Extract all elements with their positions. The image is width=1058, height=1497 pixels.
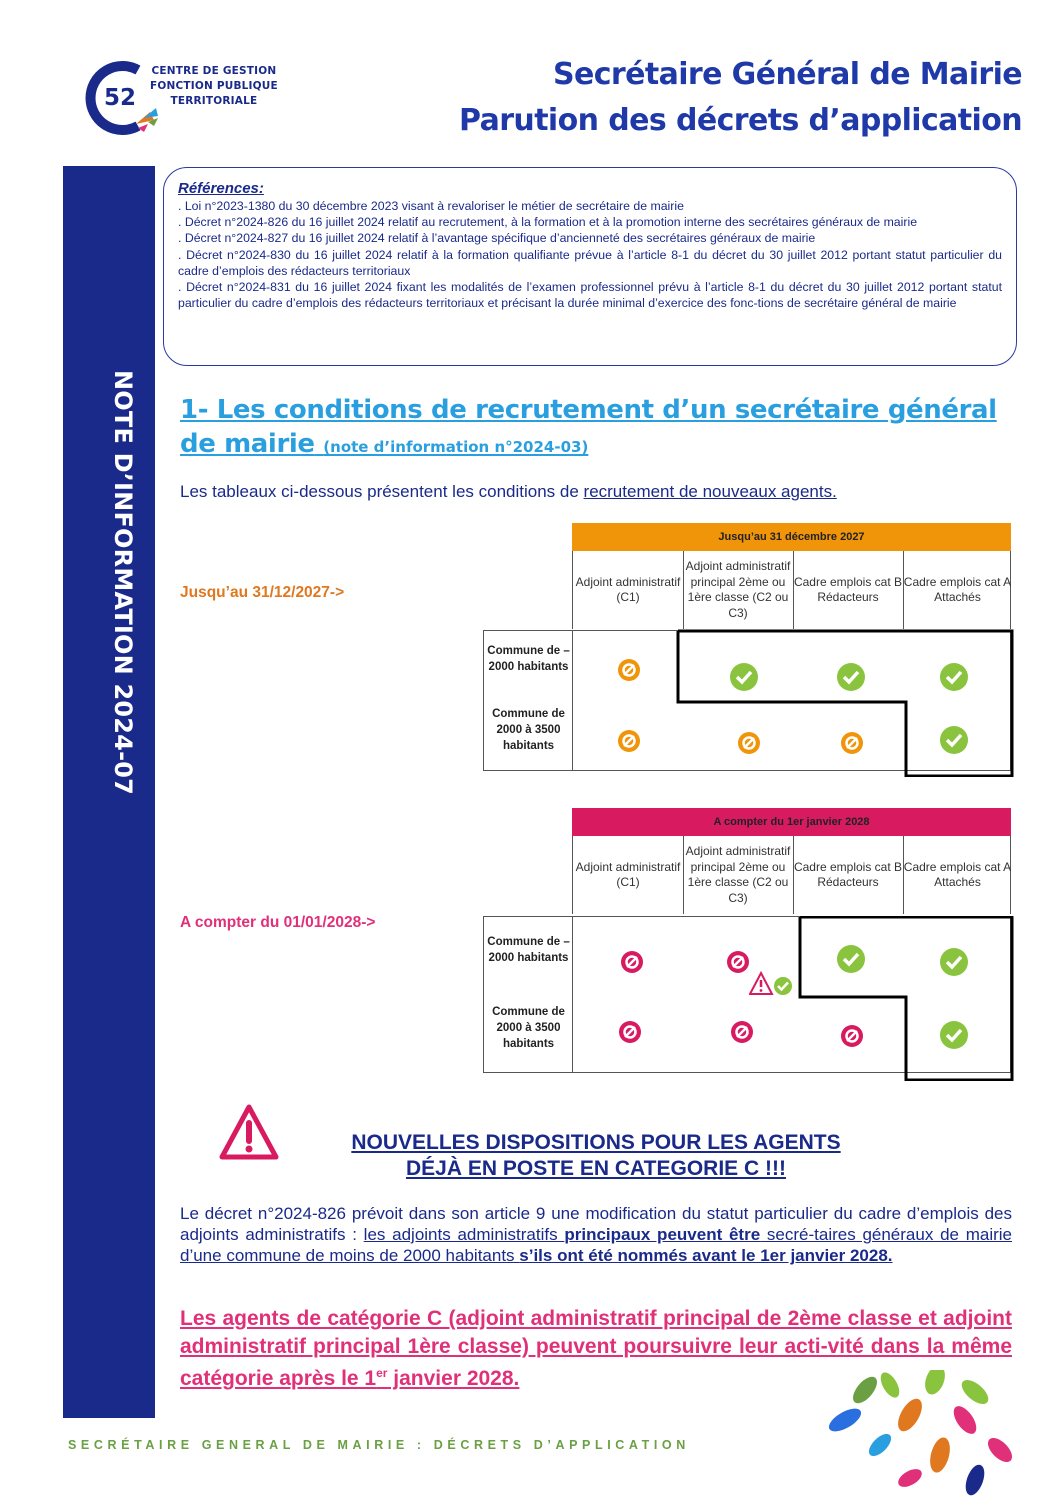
decree-bold: s’ils ont été nommés avant le 1er janvier 2028. xyxy=(519,1246,893,1265)
references-title: Références: xyxy=(178,180,264,197)
eligible-check-icon xyxy=(836,944,866,974)
pink-text-end: janvier 2028. xyxy=(387,1367,520,1390)
references-box xyxy=(163,167,1017,366)
title-line-2: Parution des décrets d’application xyxy=(459,103,1022,138)
divider xyxy=(683,836,684,914)
table-1-columns xyxy=(572,551,1011,629)
section-1-title xyxy=(180,393,1012,464)
reference-line: . Décret n°2024-831 du 16 juillet 2024 fixant les modalités de l’examen professionnel prévu à l’article 8-1 du décret du 30 juillet 2012 portant statut particulier du cadre d’emplois des rédacteurs territoriaux et précisant la durée minimal d’exercice des fonc-tions de secrétaire général de mairie xyxy=(178,280,1002,311)
reference-line: . Décret n°2024-827 du 16 juillet 2024 relatif à l’avantage spécifique d’ancienneté des secrétaires généraux de mairie xyxy=(178,231,816,246)
column-header: Cadre emplois cat A Attachés xyxy=(903,859,1012,889)
ineligible-icon xyxy=(734,728,764,758)
section-1-heading: 1- Les conditions de recrutement d’un secrétaire général de mairie xyxy=(180,395,997,459)
decree-text: Le décret n°2024-826 prévoit dans son article 9 une modification du statut particulier du cadre d’emplois des adjoints administratifs : xyxy=(180,1204,1012,1244)
decorative-leaves-icon xyxy=(790,1370,1058,1497)
logo-line: TERRITORIALE xyxy=(170,95,258,107)
footer-text: SECRÉTAIRE GENERAL DE MAIRIE : DÉCRETS D’APPLICATION xyxy=(68,1438,690,1452)
cdg52-logo xyxy=(78,58,298,138)
warning-check-icon xyxy=(749,970,797,998)
column-header: Cadre emplois cat B Rédacteurs xyxy=(793,859,903,889)
divider xyxy=(903,551,904,629)
row-label: Commune de 2000 à 3500 habitants xyxy=(492,1006,565,1050)
column-header: Cadre emplois cat B Rédacteurs xyxy=(793,574,903,604)
ineligible-icon xyxy=(614,726,644,756)
new-provisions-title xyxy=(290,1130,902,1182)
eligible-check-icon xyxy=(939,1020,969,1050)
logo-number: 52 xyxy=(104,85,137,111)
logo-text xyxy=(150,64,278,109)
warning-line-1: NOUVELLES DISPOSITIONS POUR LES AGENTS xyxy=(351,1131,841,1154)
table-1-side-label: Jusqu’au 31/12/2027-> xyxy=(180,584,345,601)
decree-bold: principaux peuvent être xyxy=(564,1225,761,1244)
column-header: Adjoint administratif (C1) xyxy=(575,859,681,889)
ineligible-icon xyxy=(617,947,647,977)
page-title xyxy=(459,52,1022,144)
table-1-body xyxy=(483,630,1011,771)
recruitment-table-2027 xyxy=(483,523,1011,776)
section-1-intro xyxy=(180,482,837,502)
recruitment-table-2028 xyxy=(483,808,1011,1076)
warning-triangle-icon xyxy=(218,1103,280,1161)
eligible-check-icon xyxy=(939,662,969,692)
intro-link: recrutement de nouveaux agents. xyxy=(583,482,837,501)
eligible-check-icon xyxy=(729,662,759,692)
divider xyxy=(793,551,794,629)
logo-line: FONCTION PUBLIQUE xyxy=(150,80,278,92)
reference-line: . Décret n°2024-830 du 16 juillet 2024 relatif à la formation qualifiante prévue à l’article 8-1 du décret du 30 juillet 2012 portant statut particulier du cadre d’emplois des rédacteurs territoriaux xyxy=(178,247,1002,278)
eligible-check-icon xyxy=(939,947,969,977)
table-2-columns xyxy=(572,836,1011,914)
ineligible-icon xyxy=(614,655,644,685)
table-2-header: A compter du 1er janvier 2028 xyxy=(572,808,1011,836)
column-header: Adjoint administratif principal 2ème ou 1ère classe (C2 ou C3) xyxy=(685,844,791,905)
ineligible-icon xyxy=(615,1017,645,1047)
row-label: Commune de – 2000 habitants xyxy=(487,645,570,673)
decree-underlined: les adjoints administratifs xyxy=(363,1225,565,1244)
divider xyxy=(683,551,684,629)
decree-underlined: secré-taires généraux de mairie d’une commune de moins de 2000 habitants xyxy=(180,1225,1013,1265)
section-1-note-link[interactable]: (note d’information n°2024-03) xyxy=(323,438,589,456)
logo-line: CENTRE DE GESTION xyxy=(151,65,277,77)
intro-text: Les tableaux ci-dessous présentent les conditions de xyxy=(180,482,584,501)
eligibility-outline xyxy=(484,916,1014,1081)
pink-text: Les agents de catégorie C (adjoint administratif principal de 2ème classe et adjoint administratif principal 1ère classe) peuvent poursuivre leur acti-vité dans la même catégorie après le 1 xyxy=(180,1307,1012,1390)
reference-line: . Décret n°2024-826 du 16 juillet 2024 relatif au recrutement, à la formation et à la promotion interne des secrétaires généraux de mairie xyxy=(178,215,918,230)
divider xyxy=(903,836,904,914)
column-header: Adjoint administratif principal 2ème ou 1ère classe (C2 ou C3) xyxy=(685,559,791,620)
ineligible-icon xyxy=(837,728,867,758)
pink-sup: er xyxy=(376,1366,388,1380)
table-1-header: Jusqu’au 31 décembre 2027 xyxy=(572,523,1011,551)
reference-line: . Loi n°2023-1380 du 30 décembre 2023 visant à revaloriser le métier de secrétaire de mairie xyxy=(178,199,684,213)
divider xyxy=(793,836,794,914)
ineligible-icon xyxy=(837,1021,867,1051)
ineligible-icon xyxy=(727,1017,757,1047)
row-label: Commune de – 2000 habitants xyxy=(487,936,570,964)
table-2-body xyxy=(483,916,1011,1073)
eligible-check-icon xyxy=(836,662,866,692)
sidebar-note-label: NOTE D’INFORMATION 2024-07 xyxy=(109,370,137,796)
warning-line-2: DÉJÀ EN POSTE EN CATEGORIE C !!! xyxy=(406,1157,786,1180)
table-2-side-label: A compter du 01/01/2028-> xyxy=(180,914,376,931)
column-header: Adjoint administratif (C1) xyxy=(575,574,681,604)
eligible-check-icon xyxy=(939,725,969,755)
decree-paragraph xyxy=(180,1203,1012,1266)
row-label: Commune de 2000 à 3500 habitants xyxy=(492,708,565,752)
title-line-1: Secrétaire Général de Mairie xyxy=(552,57,1022,92)
column-header: Cadre emplois cat A Attachés xyxy=(903,574,1012,604)
